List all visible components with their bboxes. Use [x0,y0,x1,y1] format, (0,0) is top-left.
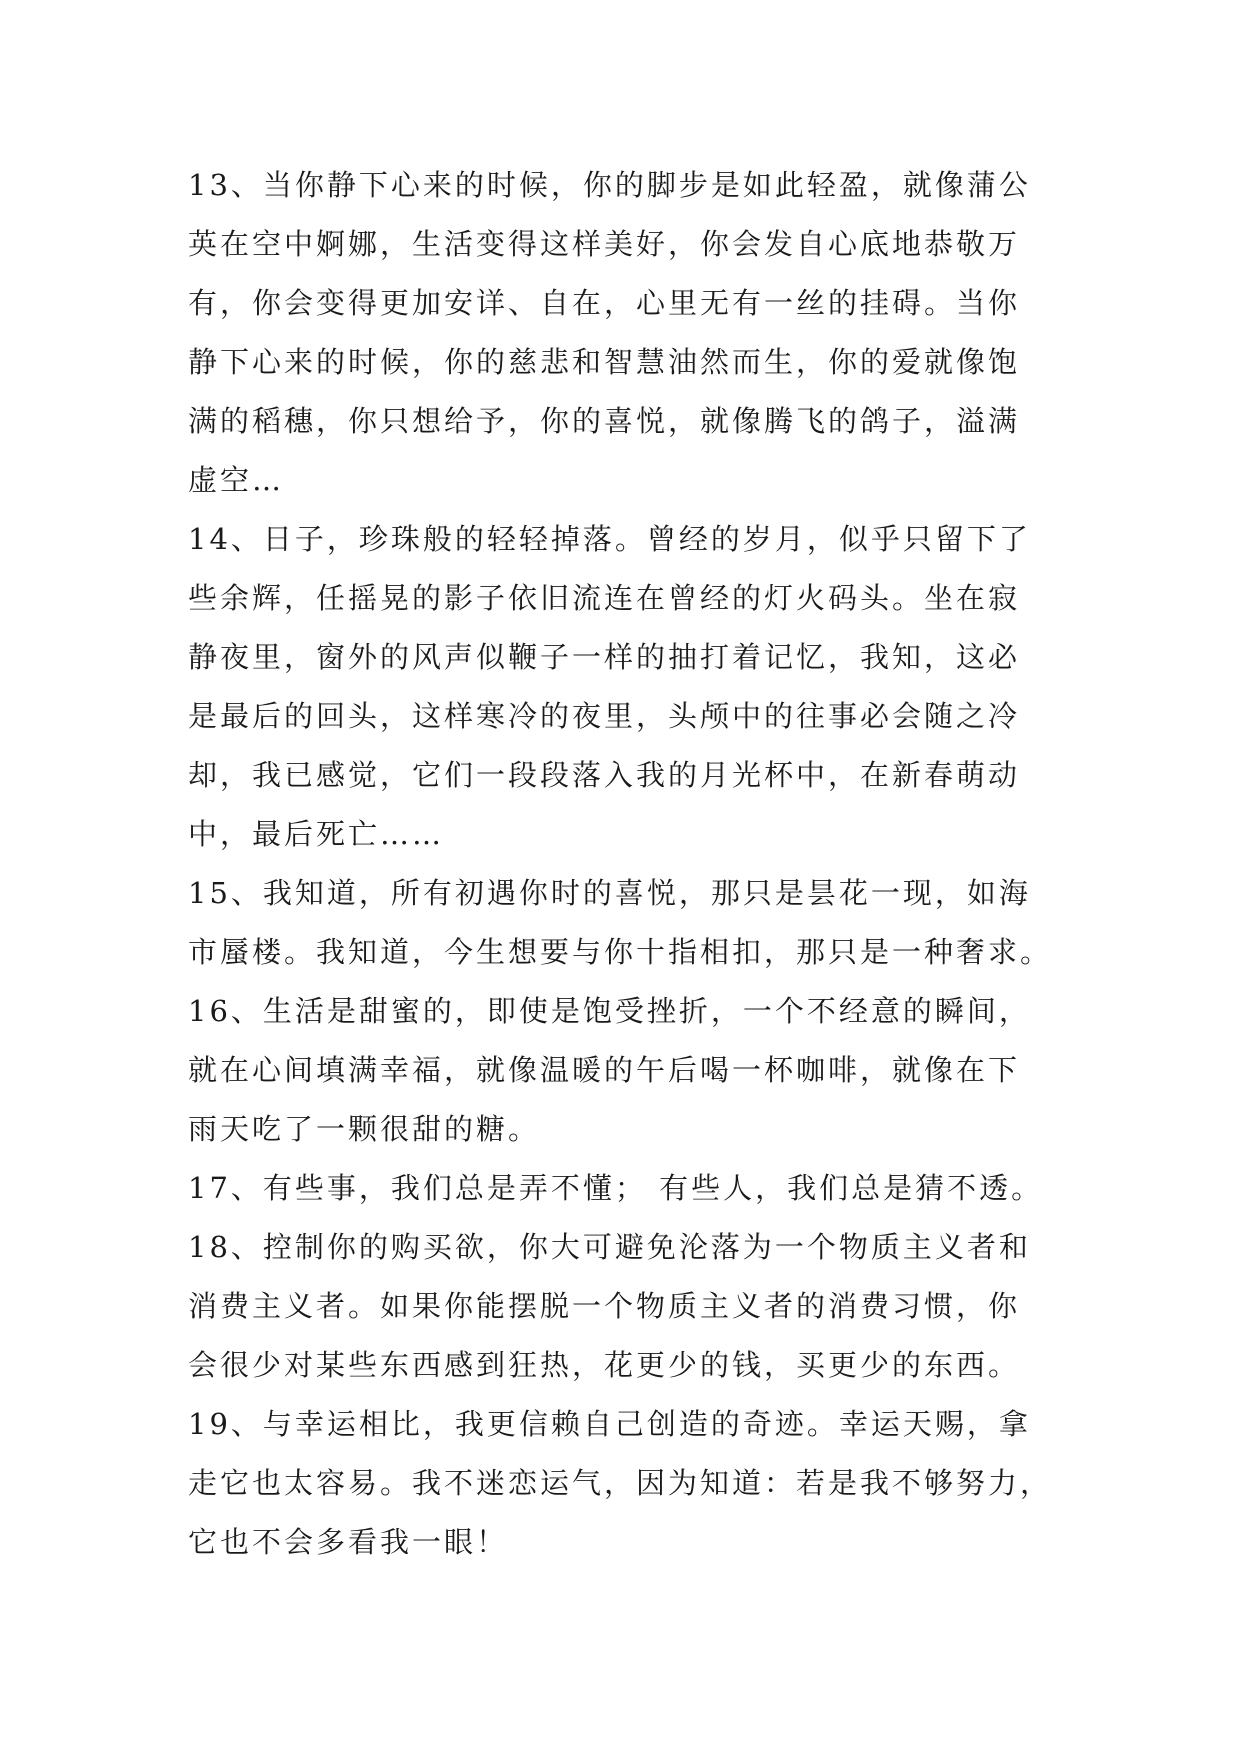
text-line: 满的稻穗，你只想给予，你的喜悦，就像腾飞的鸽子，溢满 [188,404,1021,438]
text-line: 中，最后死亡…… [188,817,445,851]
text-line: 却，我已感觉，它们一段段落入我的月光杯中，在新春萌动 [188,758,1021,792]
text-line: 有，你会变得更加安详、自在，心里无有一丝的挂碍。当你 [188,286,1021,320]
text-line: 些余辉，任摇晃的影子依旧流连在曾经的灯火码头。坐在寂 [188,581,1021,615]
text-line: 雨天吃了一颗很甜的糖。 [188,1112,541,1146]
text-line: 15、我知道，所有初遇你时的喜悦，那只是昙花一现，如海 [188,876,1031,910]
text-line: 17、有些事，我们总是弄不懂； 有些人，我们总是猜不透。 [188,1171,1044,1205]
text-line: 14、日子，珍珠般的轻轻掉落。曾经的岁月，似乎只留下了 [188,522,1031,556]
text-line: 就在心间填满幸福，就像温暖的午后喝一杯咖啡，就像在下 [188,1053,1021,1087]
text-line: 虚空… [188,463,285,497]
text-line: 16、生活是甜蜜的，即使是饱受挫折，一个不经意的瞬间， [188,994,1031,1028]
text-line: 13、当你静下心来的时候，你的脚步是如此轻盈，就像蒲公 [188,168,1031,202]
text-line: 静下心来的时候，你的慈悲和智慧油然而生，你的爱就像饱 [188,345,1021,379]
text-line: 19、与幸运相比，我更信赖自己创造的奇迹。幸运天赐，拿 [188,1407,1031,1441]
text-line: 走它也太容易。我不迷恋运气，因为知道：若是我不够努力， [188,1466,1053,1500]
text-line: 是最后的回头，这样寒冷的夜里，头颅中的往事必会随之冷 [188,699,1021,733]
document-body [188,156,1068,1572]
text-line: 英在空中婀娜，生活变得这样美好，你会发自心底地恭敬万 [188,227,1021,261]
text-line: 市蜃楼。我知道，今生想要与你十指相扣，那只是一种奢求。 [188,935,1053,969]
text-line: 会很少对某些东西感到狂热，花更少的钱，买更少的东西。 [188,1348,1021,1382]
text-line: 静夜里，窗外的风声似鞭子一样的抽打着记忆，我知，这必 [188,640,1021,674]
text-line: 消费主义者。如果你能摆脱一个物质主义者的消费习惯，你 [188,1289,1021,1323]
text-line: 它也不会多看我一眼！ [188,1525,509,1559]
text-line: 18、控制你的购买欲，你大可避免沦落为一个物质主义者和 [188,1230,1031,1264]
